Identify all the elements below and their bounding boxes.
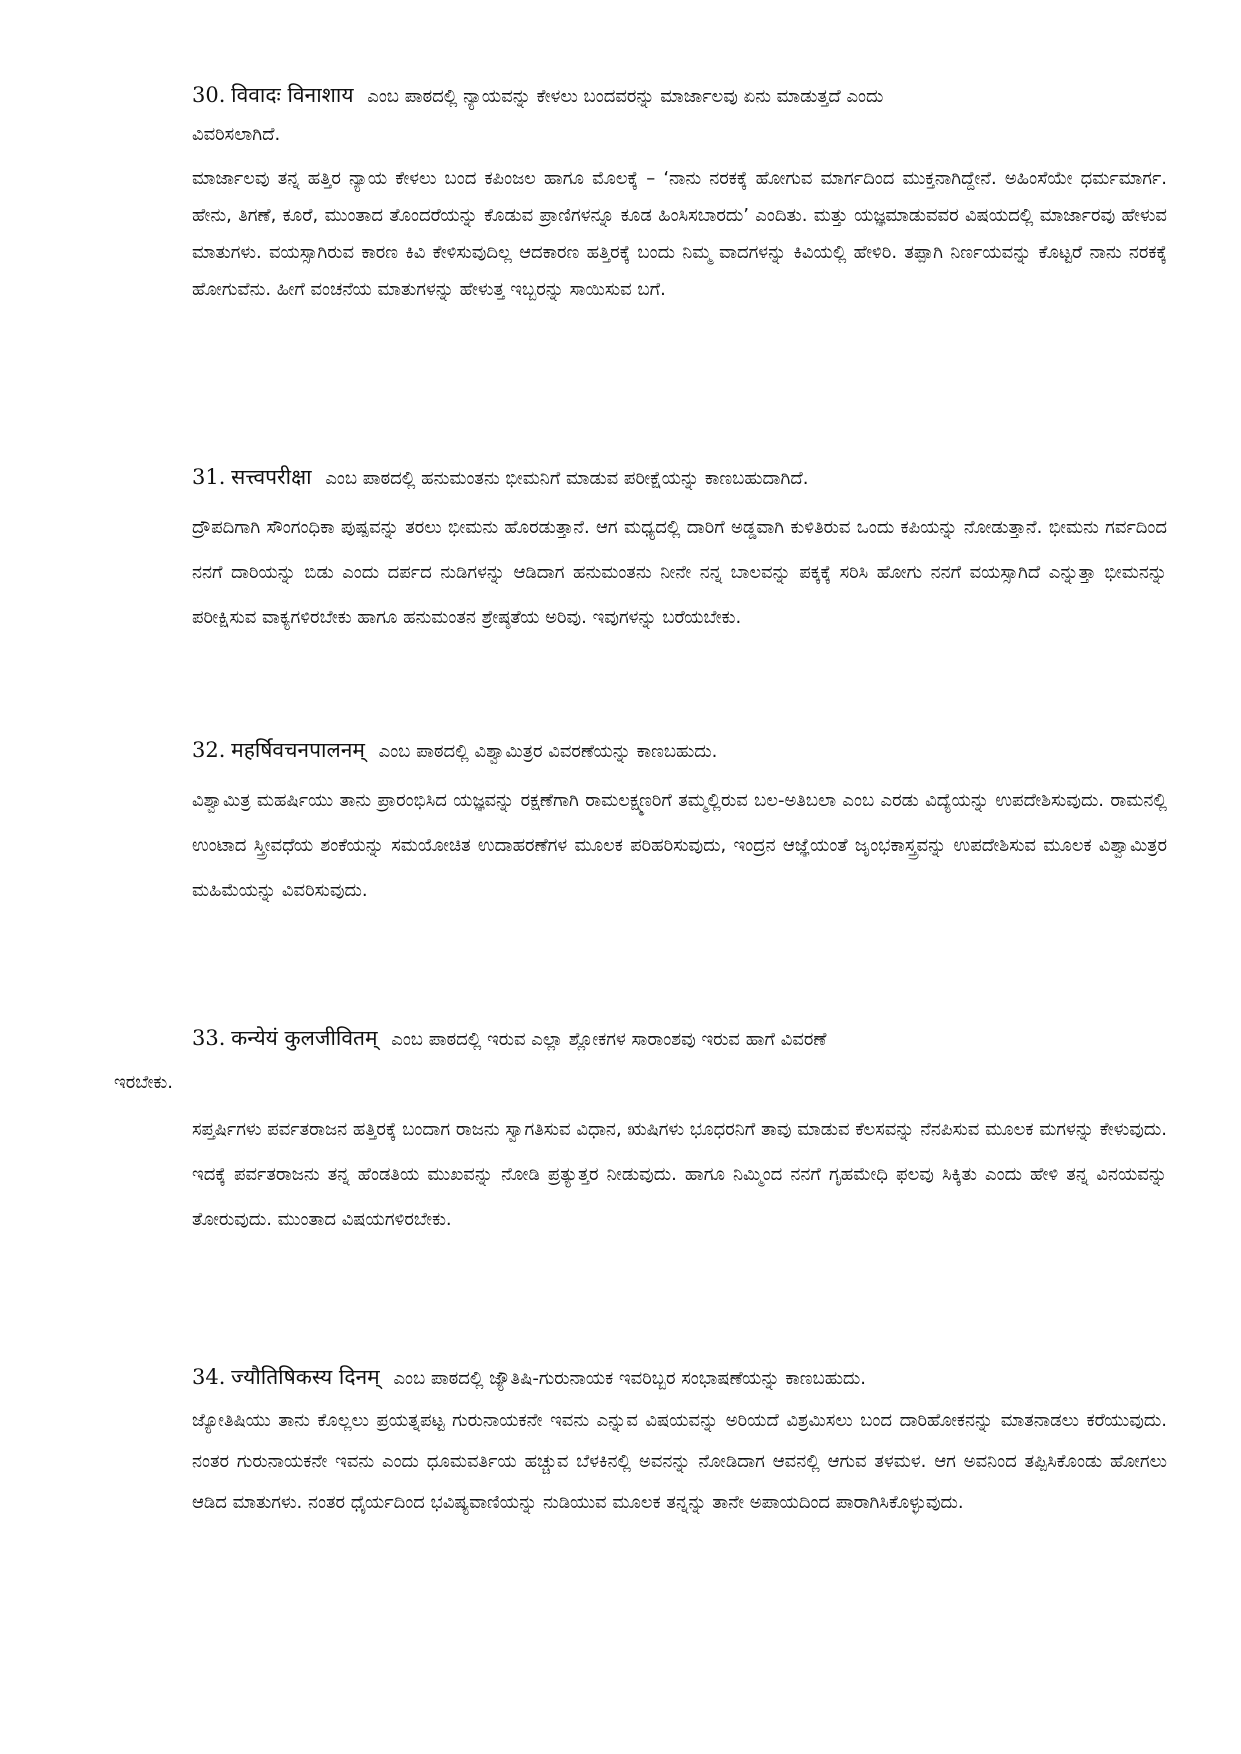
section-body: ಸಪ್ತರ್ಷಿಗಳು ಪರ್ವತರಾಜನ ಹತ್ತಿರಕ್ಕೆ ಬಂದಾಗ ರಾಜನು ಸ್ವಾಗತಿಸುವ ವಿಧಾನ, ಋಷಿಗಳು ಭೂಧರನಿಗೆ ತಾವು ಮಾಡುವ ಕೆಲಸವನ್ನು ನೆನಪಿಸುವ ಮೂಲಕ ಮಗಳನ್ನು ಕೇಳುವುದು. ಇದಕ್ಕೆ ಪರ್ವತರಾಜನು ತನ್ನ ಹೆಂಡತಿಯ ಮುಖವನ್ನು ನೋಡಿ ಪ್ರತ್ಯುತ್ತರ ನೀಡುವುದು. ಹಾಗೂ ನಿಮ್ಮಿಂದ ನನಗೆ ಗೃಹಮೇಧಿ ಫಲವು ಸಿಕ್ಕಿತು ಎಂದು ಹೇಳಿ ತನ್ನ ವಿನಯವನ್ನು ತೋರುವುದು. ಮುಂತಾದ ವಿಷಯಗಳಿರಬೇಕು. <box>192 1119 1167 1230</box>
section-heading <box>192 80 1172 112</box>
section-intro: ಎಂಬ ಪಾಠದಲ್ಲಿ ಇರುವ ಎಲ್ಲಾ ಶ್ಲೋಕಗಳ ಸಾರಾಂಶವು ಇರುವ ಹಾಗೆ ವಿವರಣೆ <box>391 1029 827 1050</box>
section-intro-continuation: ಇರಬೇಕು. <box>114 1072 173 1093</box>
section-intro-continuation: ವಿವರಿಸಲಾಗಿದೆ. <box>192 124 281 145</box>
section-title: महर्षिवचनपालनम् <box>231 738 365 762</box>
section-heading <box>192 1362 1172 1394</box>
section-intro: ಎಂಬ ಪಾಠದಲ್ಲಿ ಹನುಮಂತನು ಭೀಮನಿಗೆ ಮಾಡುವ ಪರೀಕ್ಷೆಯನ್ನು ಕಾಣಬಹುದಾಗಿದೆ. <box>325 468 809 489</box>
section-body: ವಿಶ್ವಾಮಿತ್ರ ಮಹರ್ಷಿಯು ತಾನು ಪ್ರಾರಂಭಿಸಿದ ಯಜ್ಞವನ್ನು ರಕ್ಷಣೆಗಾಗಿ ರಾಮಲಕ್ಷ್ಮಣರಿಗೆ ತಮ್ಮಲ್ಲಿರುವ ಬಲ-ಅತಿಬಲಾ ಎಂಬ ಎರಡು ವಿದ್ಯೆಯನ್ನು ಉಪದೇಶಿಸುವುದು. ರಾಮನಲ್ಲಿ ಉಂಟಾದ ಸ್ತ್ರೀವಧೆಯ ಶಂಕೆಯನ್ನು ಸಮಯೋಚಿತ ಉದಾಹರಣೆಗಳ ಮೂಲಕ ಪರಿಹರಿಸುವುದು, ಇಂದ್ರನ ಆಜ್ಞೆಯಂತೆ ಜೃಂಭಕಾಸ್ತ್ರವನ್ನು ಉಪದೇಶಿಸುವ ಮೂಲಕ ವಿಶ್ವಾಮಿತ್ರರ ಮಹಿಮೆಯನ್ನು ವಿವರಿಸುವುದು. <box>192 790 1167 901</box>
section-intro: ಎಂಬ ಪಾಠದಲ್ಲಿ ನ್ಯಾಯವನ್ನು ಕೇಳಲು ಬಂದವರನ್ನು ಮಾರ್ಜಾಲವು ಏನು ಮಾಡುತ್ತದೆ ಎಂದು <box>367 86 884 107</box>
section-number: 34. <box>192 1365 226 1389</box>
section-heading <box>192 462 1172 494</box>
section-intro: ಎಂಬ ಪಾಠದಲ್ಲಿ ವಿಶ್ವಾಮಿತ್ರರ ವಿವರಣೆಯನ್ನು ಕಾಣಬಹುದು. <box>378 741 718 762</box>
section-heading <box>192 735 1172 767</box>
section-title: विवादः विनाशाय <box>231 83 354 107</box>
section-body: ದ್ರೌಪದಿಗಾಗಿ ಸೌಂಗಂಧಿಕಾ ಪುಷ್ಪವನ್ನು ತರಲು ಭೀಮನು ಹೊರಡುತ್ತಾನೆ. ಆಗ ಮಧ್ಯದಲ್ಲಿ ದಾರಿಗೆ ಅಡ್ಡವಾಗಿ ಕುಳಿತಿರುವ ಒಂದು ಕಪಿಯನ್ನು ನೋಡುತ್ತಾನೆ. ಭೀಮನು ಗರ್ವದಿಂದ ನನಗೆ ದಾರಿಯನ್ನು ಬಿಡು ಎಂದು ದರ್ಪದ ನುಡಿಗಳನ್ನು ಆಡಿದಾಗ ಹನುಮಂತನು ನೀನೇ ನನ್ನ ಬಾಲವನ್ನು ಪಕ್ಕಕ್ಕೆ ಸರಿಸಿ ಹೋಗು ನನಗೆ ವಯಸ್ಸಾಗಿದೆ ಎನ್ನುತ್ತಾ ಭೀಮನನ್ನು ಪರೀಕ್ಷಿಸುವ ವಾಕ್ಯಗಳಿರಬೇಕು ಹಾಗೂ ಹನುಮಂತನ ಶ್ರೇಷ್ಠತೆಯ ಅರಿವು. ಇವುಗಳನ್ನು ಬರೆಯಬೇಕು. <box>192 517 1167 628</box>
section-title: कन्येयं कुलजीवितम् <box>231 1026 378 1050</box>
section-title: सत्त्वपरीक्षा <box>231 465 312 489</box>
section-body: ಜ್ಯೋತಿಷಿಯು ತಾನು ಕೊಲ್ಲಲು ಪ್ರಯತ್ನಪಟ್ಟ ಗುರುನಾಯಕನೇ ಇವನು ಎನ್ನುವ ವಿಷಯವನ್ನು ಅರಿಯದೆ ವಿಶ್ರಮಿಸಲು ಬಂದ ದಾರಿಹೋಕನನ್ನು ಮಾತನಾಡಲು ಕರೆಯುವುದು. ನಂತರ ಗುರುನಾಯಕನೇ ಇವನು ಎಂದು ಧೂಮವರ್ತಿಯ ಹಚ್ಚುವ ಬೆಳಕಿನಲ್ಲಿ ಅವನನ್ನು ನೋಡಿದಾಗ ಆವನಲ್ಲಿ ಆಗುವ ತಳಮಳ. ಆಗ ಅವನಿಂದ ತಪ್ಪಿಸಿಕೊಂಡು ಹೋಗಲು ಆಡಿದ ಮಾತುಗಳು. ನಂತರ ಧೈರ್ಯದಿಂದ ಭವಿಷ್ಯವಾಣಿಯನ್ನು ನುಡಿಯುವ ಮೂಲಕ ತನ್ನನ್ನು ತಾನೇ ಅಪಾಯದಿಂದ ಪಾರಾಗಿಸಿಕೊಳ್ಳುವುದು. <box>192 1410 1167 1513</box>
section-number: 33. <box>192 1026 226 1050</box>
section-title: ज्यौतिषिकस्य दिनम् <box>231 1365 380 1389</box>
section-number: 31. <box>192 465 226 489</box>
section-number: 32. <box>192 738 226 762</box>
section-heading <box>192 1023 1172 1055</box>
section-number: 30. <box>192 83 226 107</box>
section-body: ಮಾರ್ಜಾಲವು ತನ್ನ ಹತ್ತಿರ ನ್ಯಾಯ ಕೇಳಲು ಬಂದ ಕಪಿಂಜಲ ಹಾಗೂ ಮೊಲಕ್ಕೆ – ‘ನಾನು ನರಕಕ್ಕೆ ಹೋಗುವ ಮಾರ್ಗದಿಂದ ಮುಕ್ತನಾಗಿದ್ದೇನೆ. ಅಹಿಂಸೆಯೇ ಧರ್ಮಮಾರ್ಗ. ಹೇನು, ತಿಗಣೆ, ಕೂರೆ, ಮುಂತಾದ ತೊಂದರೆಯನ್ನು ಕೊಡುವ ಪ್ರಾಣಿಗಳನ್ನೂ ಕೂಡ ಹಿಂಸಿಸಬಾರದು’ ಎಂದಿತು. ಮತ್ತು ಯಜ್ಞಮಾಡುವವರ ವಿಷಯದಲ್ಲಿ ಮಾರ್ಜಾರವು ಹೇಳುವ ಮಾತುಗಳು. ವಯಸ್ಸಾಗಿರುವ ಕಾರಣ ಕಿವಿ ಕೇಳಿಸುವುದಿಲ್ಲ ಆದಕಾರಣ ಹತ್ತಿರಕ್ಕೆ ಬಂದು ನಿಮ್ಮ ವಾದಗಳನ್ನು ಕಿವಿಯಲ್ಲಿ ಹೇಳಿರಿ. ತಪ್ಪಾಗಿ ನಿರ್ಣಯವನ್ನು ಕೊಟ್ಟರೆ ನಾನು ನರಕಕ್ಕೆ ಹೋಗುವೆನು. ಹೀಗೆ ವಂಚನೆಯ ಮಾತುಗಳನ್ನು ಹೇಳುತ್ತ ಇಬ್ಬರನ್ನು ಸಾಯಿಸುವ ಬಗೆ. <box>192 168 1167 300</box>
section-intro: ಎಂಬ ಪಾಠದಲ್ಲಿ ಜ್ಯೌತಿಷಿ-ಗುರುನಾಯಕ ಇವರಿಬ್ಬರ ಸಂಭಾಷಣೆಯನ್ನು ಕಾಣಬಹುದು. <box>393 1368 867 1389</box>
